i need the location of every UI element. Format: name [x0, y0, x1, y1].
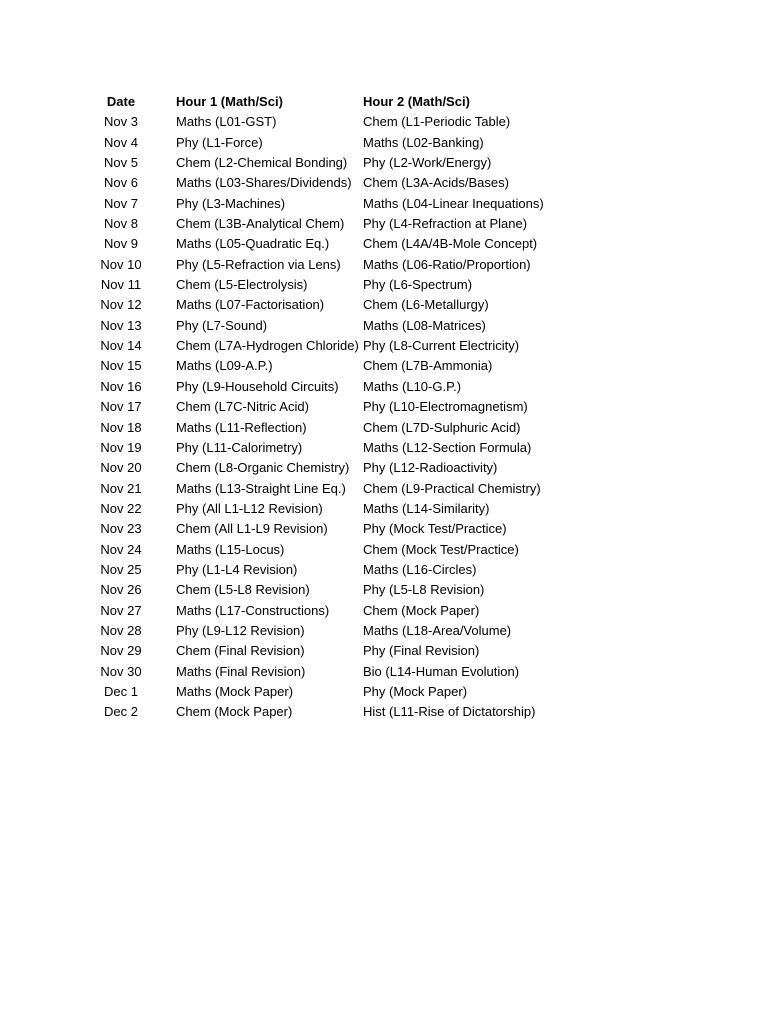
- date-cell: Nov 5: [104, 155, 138, 171]
- hour2-cell: Maths (L14-Similarity): [363, 500, 490, 516]
- hour2-cell: Phy (L5-L8 Revision): [363, 582, 485, 598]
- date-cell: Nov 8: [104, 216, 138, 232]
- date-cell: Nov 23: [100, 521, 142, 537]
- hour1-cell: Chem (L3B-Analytical Chem): [176, 216, 345, 232]
- hour2-cell: Maths (L16-Circles): [363, 561, 477, 577]
- hour2-cell: Chem (L6-Metallurgy): [363, 297, 489, 313]
- hour2-cell: Chem (L7B-Ammonia): [363, 358, 493, 374]
- date-cell: Nov 24: [100, 541, 142, 557]
- date-cell: Nov 17: [100, 399, 142, 415]
- hour2-cell: Maths (L10-G.P.): [363, 378, 462, 394]
- hour2-cell: Maths (L18-Area/Volume): [363, 622, 512, 638]
- hour2-cell: Phy (Final Revision): [363, 643, 480, 659]
- date-cell: Nov 15: [100, 358, 142, 374]
- hour2-cell: Maths (L04-Linear Inequations): [363, 195, 544, 211]
- hour1-cell: Chem (All L1-L9 Revision): [176, 521, 328, 537]
- date-cell: Nov 28: [100, 622, 142, 638]
- date-cell: Nov 7: [104, 195, 138, 211]
- date-cell: Nov 14: [100, 338, 142, 354]
- date-cell: Nov 21: [100, 480, 142, 496]
- hour1-cell: Phy (L1-Force): [176, 134, 263, 150]
- hour1-cell: Chem (L5-Electrolysis): [176, 277, 308, 293]
- date-cell: Nov 12: [100, 297, 142, 313]
- hour1-cell: Phy (L1-L4 Revision): [176, 561, 298, 577]
- date-cell: Nov 4: [104, 134, 138, 150]
- date-column-header: Date: [106, 94, 136, 109]
- date-cell: Nov 9: [104, 236, 138, 252]
- date-cell: Nov 27: [100, 602, 142, 618]
- date-cell: Nov 16: [100, 378, 142, 394]
- hour1-cell: Chem (Mock Paper): [176, 704, 293, 720]
- date-cell: Nov 13: [100, 317, 142, 333]
- hour1-cell: Phy (L11-Calorimetry): [176, 439, 303, 455]
- date-cell: Nov 10: [100, 256, 142, 272]
- hour1-cell: Chem (Final Revision): [176, 643, 305, 659]
- date-cell: Nov 19: [100, 439, 142, 455]
- date-cell: Nov 6: [104, 175, 138, 191]
- hour1-cell: Maths (L15-Locus): [176, 541, 285, 557]
- hour2-cell: Phy (Mock Test/Practice): [363, 521, 507, 537]
- hour1-cell: Chem (L5-L8 Revision): [176, 582, 310, 598]
- hour2-cell: Phy (L2-Work/Energy): [363, 155, 492, 171]
- hour1-cell: Maths (L13-Straight Line Eq.): [176, 480, 346, 496]
- hour1-column-header: Hour 1 (Math/Sci): [176, 94, 283, 109]
- hour1-cell: Maths (L03-Shares/Dividends): [176, 175, 352, 191]
- hour2-cell: Phy (L6-Spectrum): [363, 277, 473, 293]
- date-cell: Nov 30: [100, 663, 142, 679]
- date-cell: Nov 22: [100, 500, 142, 516]
- hour2-cell: Maths (L06-Ratio/Proportion): [363, 256, 531, 272]
- hour2-cell: Bio (L14-Human Evolution): [363, 663, 520, 679]
- hour1-cell: Chem (L8-Organic Chemistry): [176, 460, 350, 476]
- date-cell: Nov 26: [100, 582, 142, 598]
- hour2-cell: Maths (L12-Section Formula): [363, 439, 532, 455]
- hour2-cell: Chem (L3A-Acids/Bases): [363, 175, 509, 191]
- date-cell: Nov 20: [100, 460, 142, 476]
- date-cell: Nov 3: [104, 114, 138, 130]
- hour2-cell: Phy (L4-Refraction at Plane): [363, 216, 528, 232]
- hour2-cell: Chem (L7D-Sulphuric Acid): [363, 419, 521, 435]
- hour2-cell: Chem (Mock Paper): [363, 602, 480, 618]
- hour1-cell: Phy (L7-Sound): [176, 317, 268, 333]
- date-cell: Dec 2: [104, 704, 138, 720]
- hour2-cell: Chem (L9-Practical Chemistry): [363, 480, 541, 496]
- date-cell: Nov 18: [100, 419, 142, 435]
- hour1-cell: Phy (L3-Machines): [176, 195, 286, 211]
- date-cell: Nov 11: [100, 277, 142, 293]
- hour1-cell: Maths (L17-Constructions): [176, 602, 330, 618]
- hour1-cell: Chem (L7A-Hydrogen Chloride): [176, 338, 359, 354]
- hour1-cell: Phy (L9-L12 Revision): [176, 622, 305, 638]
- hour2-cell: Maths (L08-Matrices): [363, 317, 486, 333]
- hour1-cell: Maths (L01-GST): [176, 114, 277, 130]
- hour1-cell: Phy (L9-Household Circuits): [176, 378, 339, 394]
- hour2-cell: Chem (L4A/4B-Mole Concept): [363, 236, 538, 252]
- hour1-cell: Phy (L5-Refraction via Lens): [176, 256, 341, 272]
- hour2-cell: Hist (L11-Rise of Dictatorship): [363, 704, 536, 720]
- hour1-cell: Chem (L2-Chemical Bonding): [176, 155, 348, 171]
- date-cell: Nov 29: [100, 643, 142, 659]
- hour2-column-header: Hour 2 (Math/Sci): [363, 94, 470, 109]
- hour1-cell: Chem (L7C-Nitric Acid): [176, 399, 309, 415]
- hour1-cell: Phy (All L1-L12 Revision): [176, 500, 323, 516]
- hour2-cell: Chem (Mock Test/Practice): [363, 541, 519, 557]
- hour2-cell: Phy (L12-Radioactivity): [363, 460, 498, 476]
- hour2-cell: Chem (L1-Periodic Table): [363, 114, 511, 130]
- date-cell: Dec 1: [104, 683, 138, 699]
- hour1-cell: Maths (L11-Reflection): [176, 419, 307, 435]
- date-cell: Nov 25: [100, 561, 142, 577]
- hour1-cell: Maths (L05-Quadratic Eq.): [176, 236, 330, 252]
- hour1-cell: Maths (Final Revision): [176, 663, 306, 679]
- hour2-cell: Maths (L02-Banking): [363, 134, 484, 150]
- hour2-cell: Phy (L8-Current Electricity): [363, 338, 520, 354]
- hour1-cell: Maths (Mock Paper): [176, 683, 294, 699]
- hour1-cell: Maths (L07-Factorisation): [176, 297, 325, 313]
- hour2-cell: Phy (L10-Electromagnetism): [363, 399, 528, 415]
- hour1-cell: Maths (L09-A.P.): [176, 358, 273, 374]
- hour2-cell: Phy (Mock Paper): [363, 683, 468, 699]
